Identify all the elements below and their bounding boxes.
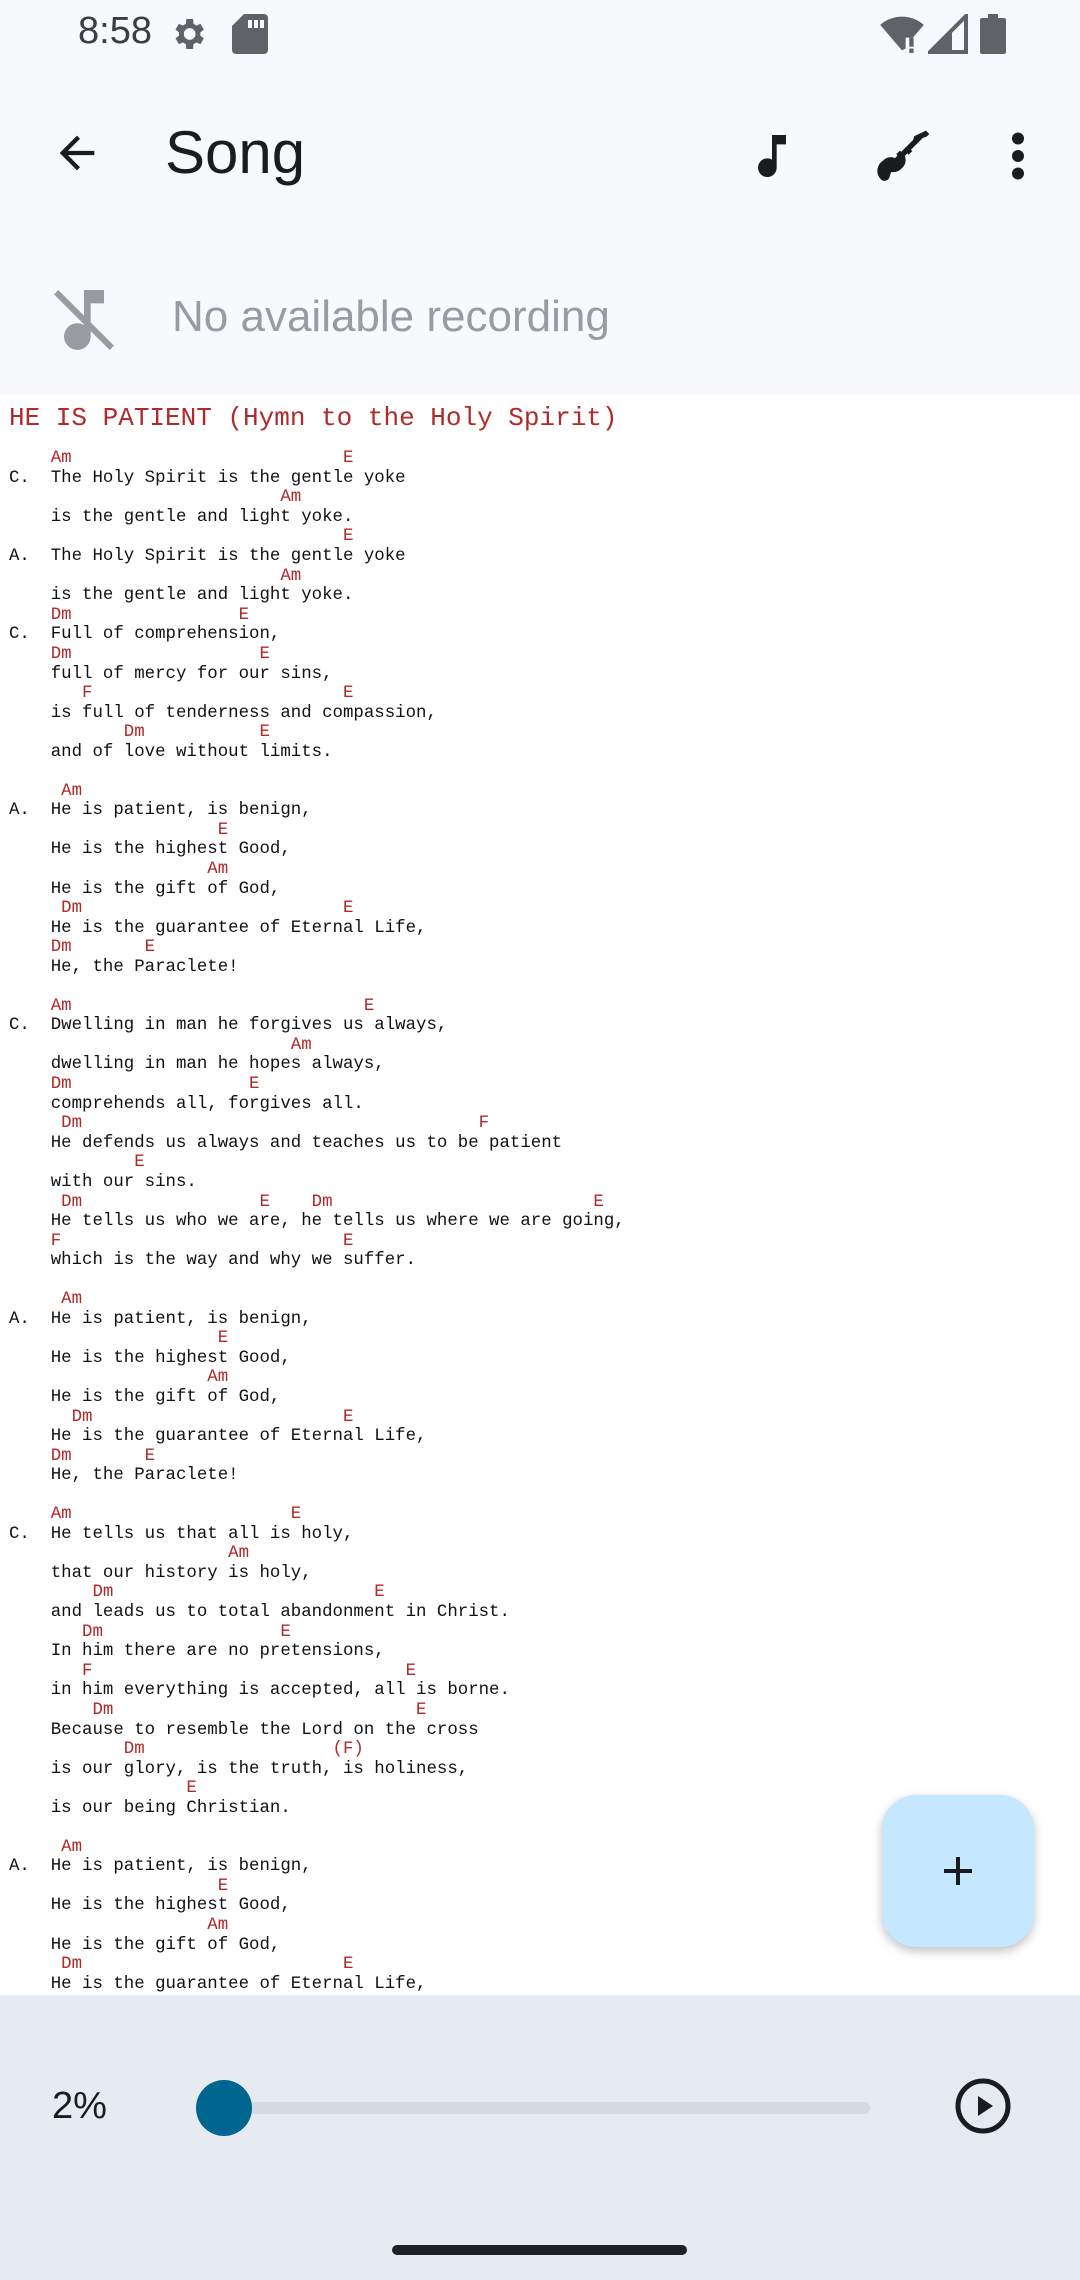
song-title: HE IS PATIENT (Hymn to the Holy Spirit)	[9, 403, 618, 433]
lyric-line: A. He is patient, is benign,	[9, 1857, 312, 1877]
lyric-line: with our sins.	[9, 1173, 197, 1192]
lyric-line: full of mercy for our sins,	[9, 664, 333, 684]
lyric-line: He, the Paraclete!	[9, 958, 239, 977]
chord-line: Am E	[9, 996, 375, 1016]
chord-line: Am	[9, 781, 83, 801]
lyric-line: Because to resemble the Lord on the cross	[9, 1720, 479, 1740]
chord-line: E	[9, 1876, 229, 1896]
lyric-line: C. The Holy Spirit is the gentle yoke	[9, 468, 406, 488]
song-sheet	[0, 395, 1080, 1995]
chord-line: Am	[9, 1837, 83, 1857]
more-vert-icon	[998, 126, 1038, 186]
slider-thumb[interactable]	[196, 2080, 252, 2136]
chord-line: F E	[9, 684, 354, 704]
chord-line: Am	[9, 488, 302, 508]
chord-line: Dm E	[9, 605, 250, 625]
lyric-line: A. He is patient, is benign,	[9, 801, 312, 821]
chord-line: F E	[9, 1231, 354, 1251]
chord-line: E	[9, 820, 229, 840]
chord-line: E	[9, 1779, 197, 1799]
chord-line: Dm E	[9, 1583, 385, 1603]
lyric-line: He is the guarantee of Eternal Life,	[9, 1974, 427, 1994]
chord-line: Am	[9, 1368, 229, 1388]
guitar-icon	[873, 125, 935, 187]
chord-line: Am E	[9, 1505, 302, 1524]
app-bar	[0, 90, 1080, 220]
wifi-alert-icon	[880, 14, 924, 54]
scroll-slider[interactable]	[205, 2102, 870, 2114]
chord-line: E	[9, 1329, 229, 1349]
lyric-line: is the gentle and light yoke.	[9, 507, 354, 527]
music-off-icon	[44, 280, 124, 360]
lyric-line: is our being Christian.	[9, 1799, 291, 1818]
chord-line: Am	[9, 860, 229, 879]
status-time: 8:58	[78, 10, 152, 52]
lyric-line: A. He is patient, is benign,	[9, 1309, 312, 1329]
lyric-line: He is the highest Good,	[9, 1896, 291, 1916]
lyric-line: He, the Paraclete!	[9, 1466, 239, 1486]
chord-line: Am	[9, 566, 302, 586]
play-button[interactable]	[950, 2073, 1016, 2139]
page-title: Song	[165, 119, 306, 186]
lyric-line: In him there are no pretensions,	[9, 1642, 385, 1662]
chord-line: Am E	[9, 449, 354, 468]
lyric-line: He is the gift of God,	[9, 1935, 281, 1955]
lyric-line: that our history is holy,	[9, 1563, 312, 1583]
chord-line: Dm E	[9, 1701, 427, 1720]
back-button[interactable]	[40, 116, 114, 190]
battery-icon	[980, 14, 1006, 54]
lyric-line: He is the highest Good,	[9, 1348, 291, 1368]
chord-line: Dm E	[9, 1622, 291, 1642]
lyric-line: comprehends all, forgives all.	[9, 1094, 364, 1114]
lyric-line: and of love without limits.	[9, 743, 333, 762]
chord-line: E	[9, 1153, 145, 1173]
lyric-line: C. He tells us that all is holy,	[9, 1524, 354, 1544]
arrow-back-icon	[51, 127, 103, 179]
recording-status	[0, 240, 1080, 395]
scroll-percent: 2%	[52, 2085, 107, 2127]
more-options-button[interactable]	[978, 116, 1058, 196]
chord-line: F E	[9, 1661, 417, 1681]
autoscroll-bar	[0, 1995, 1080, 2280]
home-indicator	[392, 2245, 687, 2255]
chord-line: Dm F	[9, 1114, 490, 1134]
no-recording-text: No available recording	[172, 292, 610, 341]
add-fab-button[interactable]	[882, 1795, 1034, 1947]
chord-line: Dm E	[9, 1446, 156, 1466]
sd-card-icon	[232, 14, 268, 54]
status-bar	[0, 0, 1080, 70]
lyric-line: He is the highest Good,	[9, 840, 291, 860]
chord-line: Dm E	[9, 938, 156, 958]
lyric-line: is the gentle and light yoke.	[9, 586, 354, 606]
chord-line: Dm E	[9, 1407, 354, 1427]
music-note-button[interactable]	[732, 116, 812, 196]
lyric-line: which is the way and why we suffer.	[9, 1251, 417, 1271]
chord-line: Dm E	[9, 1955, 354, 1975]
chord-line: Am	[9, 1544, 250, 1564]
chord-line: Dm E	[9, 899, 354, 919]
lyric-line: He tells us who we are, he tells us where we are going,	[9, 1212, 625, 1232]
lyric-line: is our glory, is the truth, is holiness,	[9, 1759, 469, 1779]
settings-gear-icon	[168, 14, 208, 54]
plus-icon	[934, 1847, 982, 1895]
lyric-line: and leads us to total abandonment in Christ.	[9, 1603, 510, 1622]
lyric-line: dwelling in man he hopes always,	[9, 1055, 385, 1075]
chord-line: Dm E	[9, 645, 270, 664]
lyric-line: He is the guarantee of Eternal Life,	[9, 1427, 427, 1447]
lyric-line: A. The Holy Spirit is the gentle yoke	[9, 547, 406, 566]
chord-line: E	[9, 527, 354, 547]
lyric-line: C. Dwelling in man he forgives us always,	[9, 1016, 448, 1036]
guitar-chords-button[interactable]	[864, 116, 944, 196]
play-circle-icon	[953, 2076, 1013, 2136]
lyric-line: is full of tenderness and compassion,	[9, 703, 437, 723]
music-note-icon	[744, 126, 800, 186]
chord-line: Dm (F)	[9, 1740, 364, 1760]
chord-line: Am	[9, 1035, 312, 1055]
lyric-line: He is the gift of God,	[9, 1388, 281, 1407]
cell-signal-icon	[928, 14, 968, 54]
chord-line: Dm E	[9, 723, 270, 743]
lyric-line: C. Full of comprehension,	[9, 625, 281, 645]
lyric-line: He is the gift of God,	[9, 879, 281, 899]
chord-line: Am	[9, 1290, 83, 1309]
chord-line: Dm E Dm E	[9, 1192, 604, 1212]
lyric-line: in him everything is accepted, all is borne.	[9, 1681, 510, 1701]
lyric-line: He defends us always and teaches us to be patient	[9, 1133, 563, 1153]
lyric-line: He is the guarantee of Eternal Life,	[9, 918, 427, 938]
chord-line: Am	[9, 1916, 229, 1935]
chord-line: Dm E	[9, 1075, 260, 1094]
